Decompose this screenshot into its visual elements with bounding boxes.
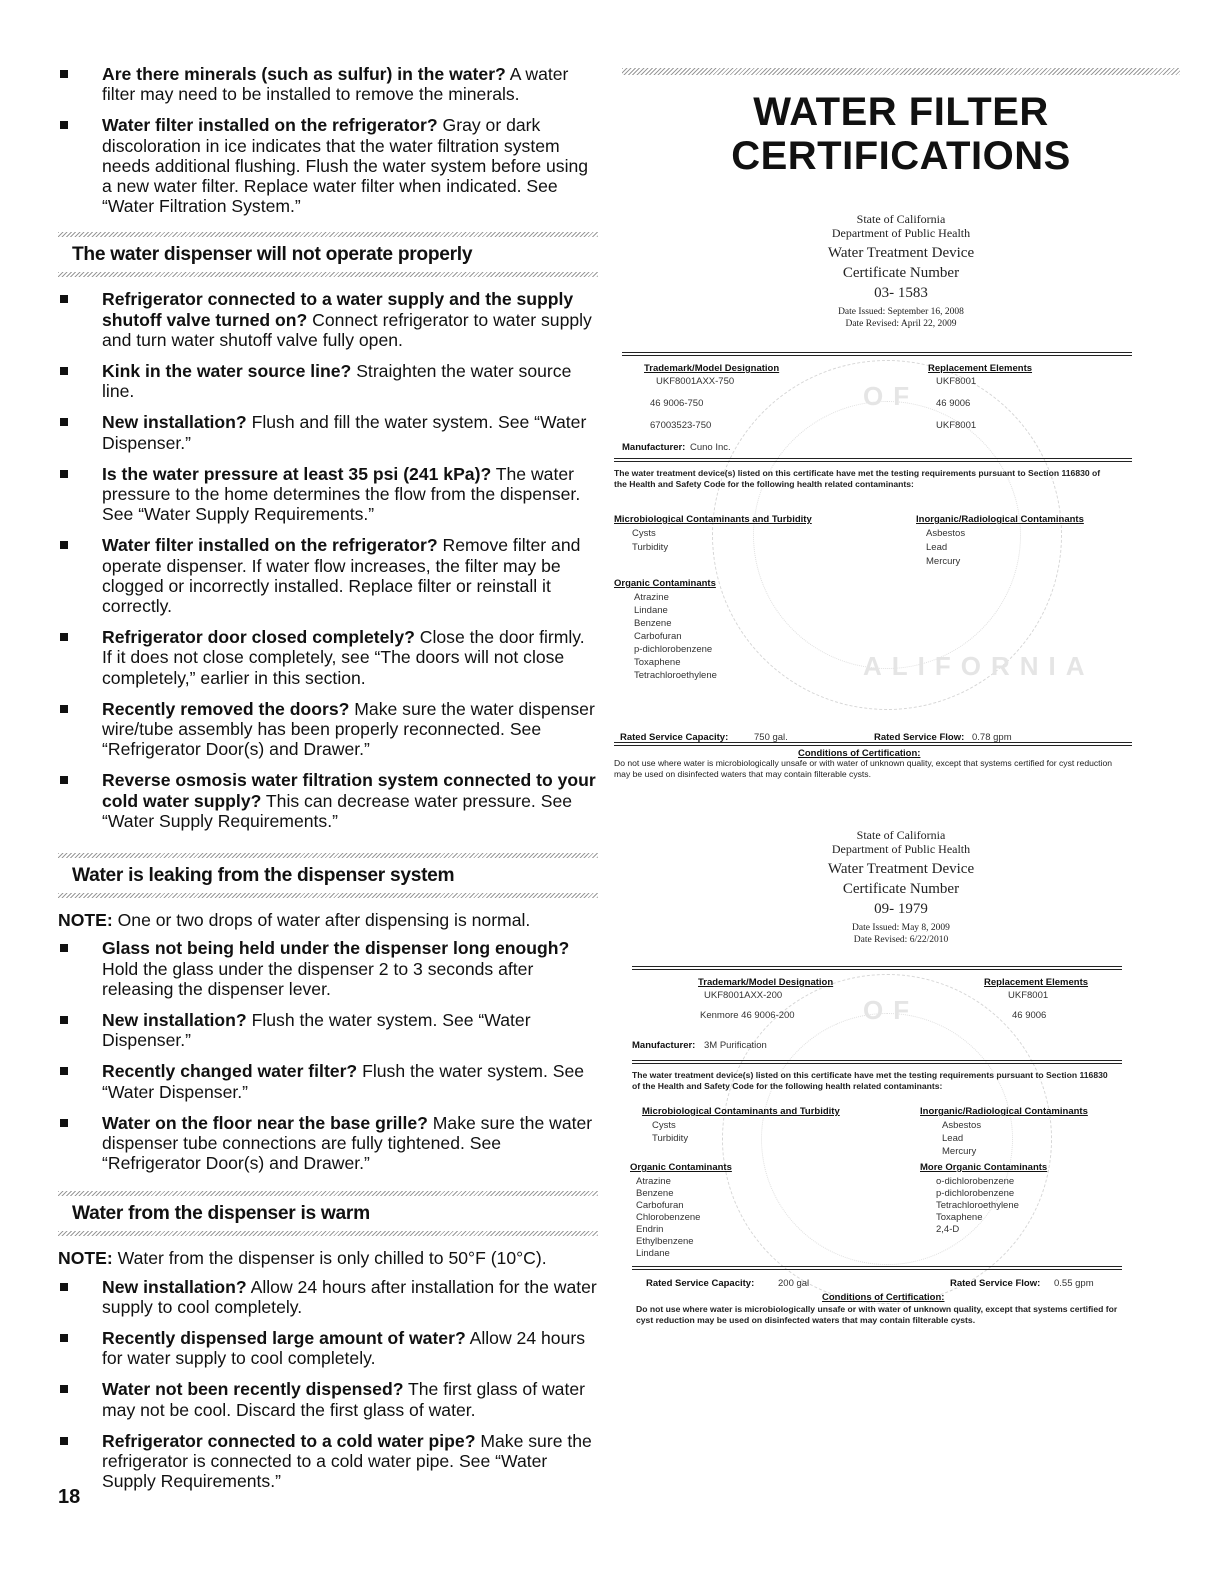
contaminant: Tetrachloroethylene [936, 1200, 1019, 1211]
replacement-elements-label: Replacement Elements [928, 363, 1033, 374]
cert-number: 09- 1979 [874, 901, 928, 917]
section-title: Water from the dispenser is warm [72, 1203, 370, 1225]
cert-device: Water Treatment Device [827, 861, 975, 877]
cert-date-issued: Date Issued: September 16, 2008 [838, 307, 964, 317]
model-designation: 46 9006-750 [650, 398, 704, 409]
contaminant: Benzene [634, 618, 672, 629]
contaminant: 2,4-D [936, 1224, 960, 1235]
list-item: Recently removed the doors? Make sure the water dispenser wire/tube assembly has been properly reconnected. See “Refrigerator Door(s) and Drawer.” [58, 699, 598, 760]
service-flow: 0.78 gpm [972, 732, 1012, 743]
note: NOTE: Water from the dispenser is only chilled to 50°F (10°C). [58, 1248, 547, 1269]
state-seal-watermark: OF [722, 974, 1052, 1304]
contaminant: Chlorobenzene [636, 1212, 701, 1223]
contaminant: Lead [942, 1133, 964, 1144]
contaminant: Mercury [926, 556, 961, 567]
contaminant: p-dichlorobenzene [634, 644, 713, 655]
certificate-1 [622, 212, 1180, 330]
list-item: Recently changed water filter? Flush the water system. See “Water Dispenser.” [58, 1061, 598, 1101]
certificate-1-body [614, 352, 1180, 792]
list-item: New installation? Flush the water system. See “Water Dispenser.” [58, 1010, 598, 1050]
manufacturer-label: Manufacturer: [622, 442, 686, 453]
cert-number-label: Certificate Number [842, 881, 960, 897]
contaminant: Lead [926, 542, 948, 553]
contaminant: o-dichlorobenzene [936, 1176, 1015, 1187]
model-designation: UKF8001AXX-750 [656, 376, 735, 387]
service-flow: 0.55 gpm [1054, 1278, 1094, 1289]
contaminant: Tetrachloroethylene [634, 670, 717, 681]
manufacturer: Cuno Inc. [690, 442, 731, 453]
model-designation: 67003523-750 [650, 420, 712, 431]
conditions-label: Conditions of Certification: [822, 1292, 945, 1303]
cert-date-issued: Date Issued: May 8, 2009 [852, 923, 950, 933]
contaminant: Turbidity [632, 542, 669, 553]
list-item: Refrigerator connected to a water supply and the supply shutoff valve turned on? Connect refrigerator to water supply and turn water shutoff valve fully open. [58, 289, 598, 350]
cert-number: 03- 1583 [874, 285, 928, 301]
microbiological-label: Microbiological Contaminants and Turbidity [642, 1106, 840, 1117]
contaminant: Atrazine [636, 1176, 671, 1187]
contaminant: Cysts [652, 1120, 676, 1131]
section-header [58, 853, 598, 898]
service-capacity: 750 gal. [754, 732, 788, 743]
certificate-2 [622, 828, 1180, 946]
service-flow-label: Rated Service Flow: [950, 1278, 1041, 1289]
microbiological-label: Microbiological Contaminants and Turbidity [614, 514, 812, 525]
certification-statement: The water treatment device(s) listed on this certificate have met the testing requirements pursuant to Section 116830 of the Health and Safety Code for the following health related contaminants: [632, 1070, 1108, 1091]
title-line: WATER FILTER [753, 90, 1049, 134]
service-capacity-label: Rated Service Capacity: [646, 1278, 755, 1289]
contaminant: Carbofuran [634, 631, 682, 642]
replacement-elements-label: Replacement Elements [984, 977, 1089, 988]
section-header [58, 232, 598, 277]
cert-state: State of California [856, 828, 946, 842]
cert-date-revised: Date Revised: April 22, 2009 [845, 319, 957, 329]
note: NOTE: One or two drops of water after dispensing is normal. [58, 910, 531, 931]
list-item: Water on the floor near the base grille? Make sure the water dispenser tube connections are fully tightened. See “Refrigerator Door(s) and Drawer.” [58, 1113, 598, 1174]
list-item: Glass not being held under the dispenser long enough? Hold the glass under the dispenser 2 to 3 seconds after releasing the dispenser lever. [58, 938, 598, 999]
conditions-label: Conditions of Certification: [798, 748, 921, 759]
manufacturer: 3M Purification [704, 1040, 767, 1051]
title-divider [622, 68, 1180, 75]
cert-department: Department of Public Health [831, 842, 971, 856]
section-title: The water dispenser will not operate properly [72, 244, 473, 266]
section-header [58, 1191, 598, 1236]
more-organic-label: More Organic Contaminants [920, 1162, 1048, 1173]
replacement-element: UKF8001 [936, 420, 977, 431]
certification-statement: The water treatment device(s) listed on this certificate have met the testing requirements pursuant to Section 116830 of the Health and Safety Code for the following health related contaminants: [614, 468, 1101, 489]
model-designation: Kenmore 46 9006-200 [700, 1010, 795, 1021]
inorganic-label: Inorganic/Radiological Contaminants [916, 514, 1084, 525]
section-title: Water is leaking from the dispenser system [72, 865, 455, 887]
list-item: Are there minerals (such as sulfur) in the water? A water filter may need to be installed to remove the minerals. [58, 64, 598, 104]
list-item: Kink in the water source line? Straighten the water source line. [58, 361, 598, 401]
list-item: Water not been recently dispensed? The first glass of water may not be cool. Discard the first glass of water. [58, 1379, 598, 1419]
list-item: Recently dispensed large amount of water? Allow 24 hours for water supply to cool completely. [58, 1328, 598, 1368]
list-item: New installation? Flush and fill the water system. See “Water Dispenser.” [58, 412, 598, 452]
model-designation: UKF8001AXX-200 [704, 990, 783, 1001]
contaminant: Cysts [632, 528, 656, 539]
service-capacity: 200 gal [778, 1278, 810, 1289]
cert-date-revised: Date Revised: 6/22/2010 [853, 935, 949, 945]
cert-number-label: Certificate Number [842, 265, 960, 281]
contaminant: Benzene [636, 1188, 674, 1199]
organic-label: Organic Contaminants [630, 1162, 732, 1173]
model-designation-label: Trademark/Model Designation [644, 363, 780, 374]
list-item: Refrigerator connected to a cold water pipe? Make sure the refrigerator is connected to a cold water pipe. See “Water Supply Requirements.” [58, 1431, 598, 1492]
contaminant: Ethylbenzene [636, 1236, 694, 1247]
cert-device: Water Treatment Device [827, 245, 975, 261]
list-item: Reverse osmosis water filtration system connected to your cold water supply? This can decrease water pressure. See “Water Supply Requirements.” [58, 770, 598, 831]
cert-state: State of California [856, 212, 946, 226]
replacement-element: UKF8001 [1008, 990, 1049, 1001]
contaminant: Lindane [636, 1248, 670, 1259]
conditions-text: Do not use where water is microbiologically unsafe or with water of unknown quality, except that systems certified for cyst reduction may be used on disinfected waters that may contain filterable cysts. [636, 1304, 1118, 1325]
contaminant: Endrin [636, 1224, 664, 1235]
contaminant: Asbestos [942, 1120, 982, 1131]
contaminant: Lindane [634, 605, 668, 616]
state-seal-watermark: OF ALIFORNIA [712, 360, 1062, 710]
list-item: Water filter installed on the refrigerator? Remove filter and operate dispenser. If water flow increases, the filter may be clogged or incorrectly installed. Replace filter or reinstall it correctly. [58, 535, 598, 616]
list-item: New installation? Allow 24 hours after installation for the water supply to cool completely. [58, 1277, 598, 1317]
list-item: Refrigerator door closed completely? Close the door firmly. If it does not close completely, see “The doors will not close completely,” earlier in this section. [58, 627, 598, 688]
service-flow-label: Rated Service Flow: [874, 732, 965, 743]
page-number: 18 [58, 1486, 81, 1508]
page-title [622, 90, 1180, 178]
contaminant: Mercury [942, 1146, 977, 1157]
model-designation-label: Trademark/Model Designation [698, 977, 834, 988]
list-item: Water filter installed on the refrigerator? Gray or dark discoloration in ice indicates that the water filtration system needs additional flushing. Flush the water system before using a new water filter. Replace water filter when indicated. See “Water Filtration System.” [58, 115, 598, 216]
contaminant: Toxaphene [634, 657, 681, 668]
certificate-2-body [632, 966, 1180, 1336]
contaminant: Toxaphene [936, 1212, 983, 1223]
contaminant: Asbestos [926, 528, 966, 539]
replacement-element: 46 9006 [1012, 1010, 1047, 1021]
cert-department: Department of Public Health [831, 226, 971, 240]
replacement-element: 46 9006 [936, 398, 971, 409]
replacement-element: UKF8001 [936, 376, 977, 387]
service-capacity-label: Rated Service Capacity: [620, 732, 729, 743]
title-line: CERTIFICATIONS [731, 134, 1071, 178]
inorganic-label: Inorganic/Radiological Contaminants [920, 1106, 1088, 1117]
contaminant: Carbofuran [636, 1200, 684, 1211]
list-item: Is the water pressure at least 35 psi (241 kPa)? The water pressure to the home determines the flow from the dispenser. See “Water Supply Requirements.” [58, 464, 598, 525]
organic-label: Organic Contaminants [614, 578, 716, 589]
conditions-text: Do not use where water is microbiologically unsafe or with water of unknown quality, except that systems certified for cyst reduction may be used on disinfected waters that may contain filterable cysts. [614, 758, 1113, 779]
manufacturer-label: Manufacturer: [632, 1040, 696, 1051]
troubleshooting-column [58, 64, 598, 1502]
contaminant: p-dichlorobenzene [936, 1188, 1015, 1199]
contaminant: Turbidity [652, 1133, 689, 1144]
contaminant: Atrazine [634, 592, 669, 603]
